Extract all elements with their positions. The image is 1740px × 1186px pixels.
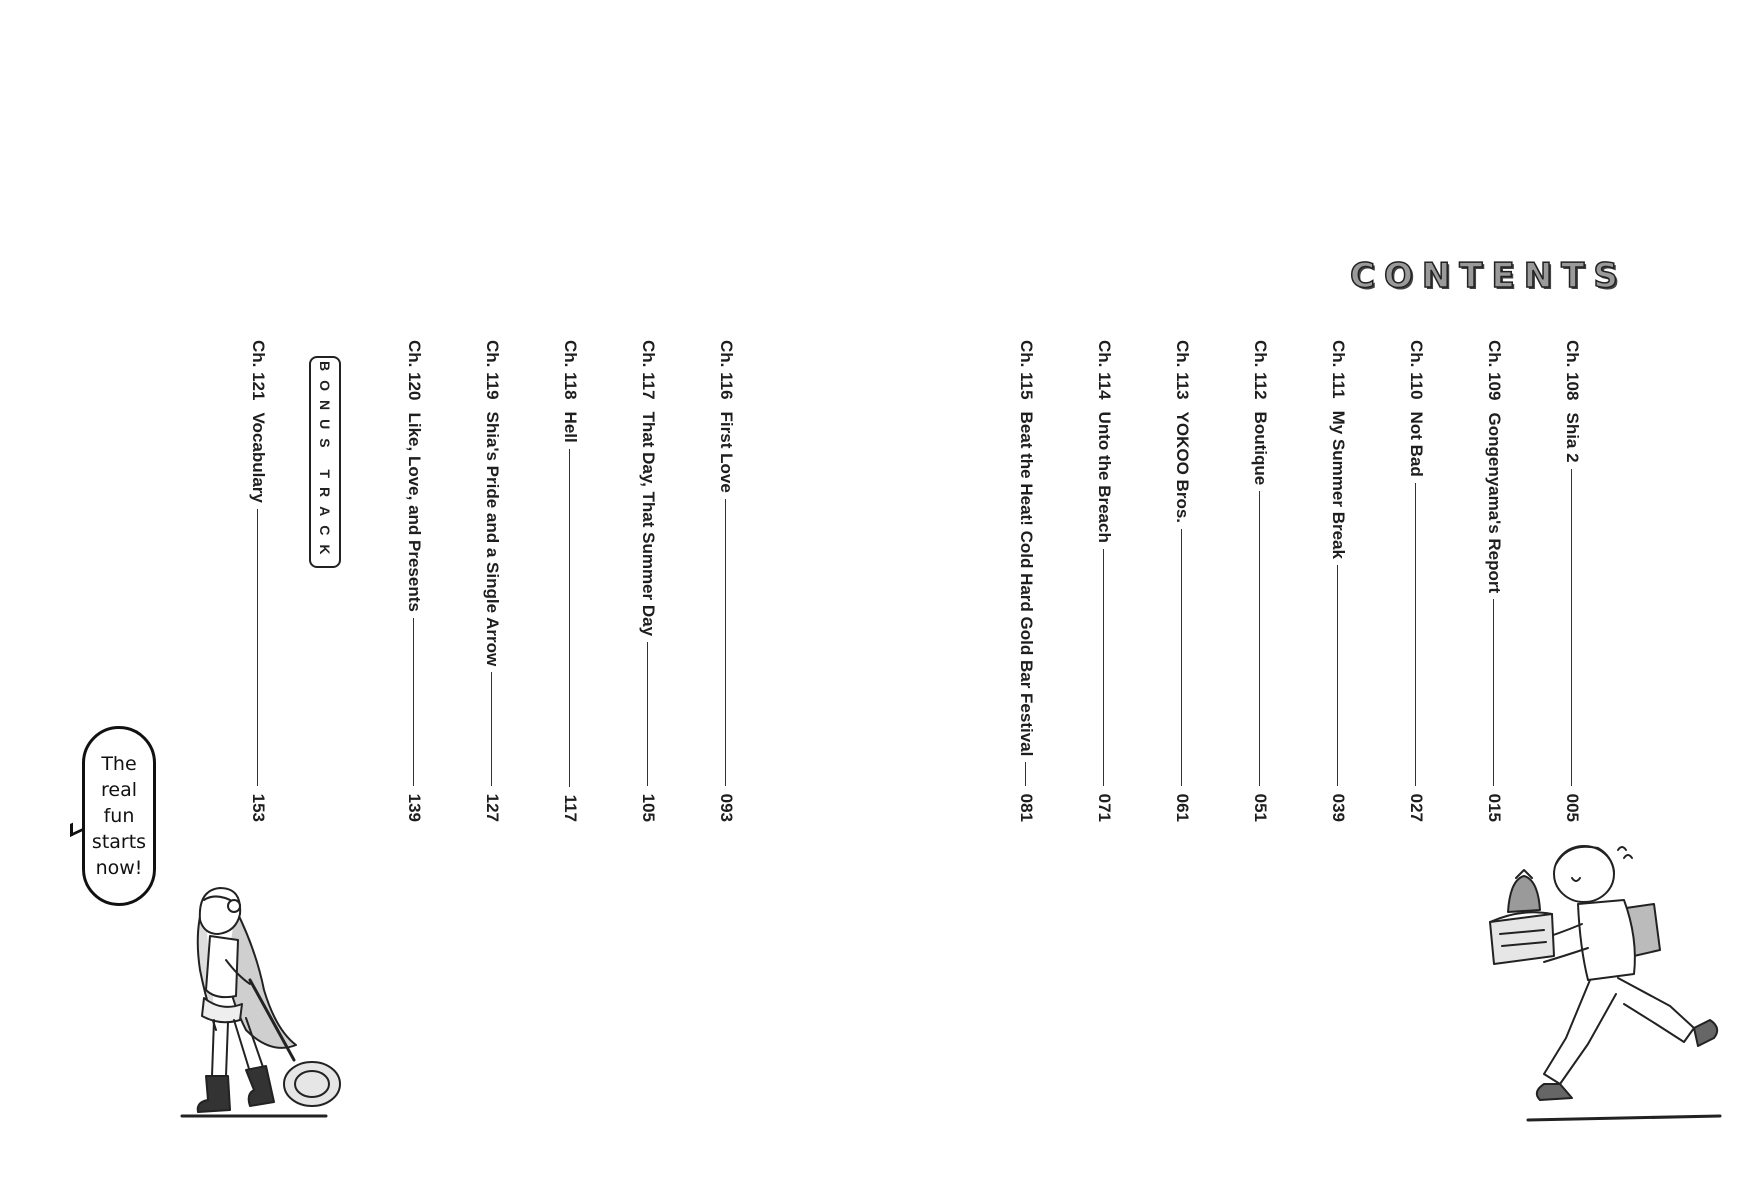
chapter-title: Like, Love, and Presents — [405, 412, 424, 612]
chapter-number: Ch. 111 — [1329, 340, 1348, 399]
page-number: 153 — [249, 793, 268, 822]
toc-entry-ch119[interactable] — [480, 340, 504, 822]
chapter-number: Ch. 116 — [717, 340, 736, 400]
page-number: 039 — [1329, 793, 1348, 822]
toc-entry-ch114[interactable] — [1092, 340, 1116, 822]
chapter-number: Ch. 118 — [561, 340, 580, 400]
leader-line — [1182, 529, 1183, 786]
chapter-title: Gongenyama's Report — [1485, 412, 1504, 594]
page-number: 027 — [1407, 793, 1426, 822]
leader-line — [492, 672, 493, 785]
girl-with-staff-illustration — [176, 880, 386, 1120]
toc-entry-ch109[interactable] — [1482, 340, 1506, 822]
chapter-title: Unto the Breach — [1095, 411, 1114, 543]
toc-entry-ch110[interactable] — [1404, 340, 1428, 822]
page-number: 105 — [639, 793, 658, 822]
leader-line — [726, 499, 727, 786]
page-number: 081 — [1017, 793, 1036, 822]
chapter-title: First Love — [717, 411, 736, 493]
page-number: 071 — [1095, 793, 1114, 822]
page-number: 093 — [717, 793, 736, 822]
toc-entry-ch111[interactable] — [1326, 340, 1350, 822]
leader-line — [1494, 599, 1495, 785]
chapter-title: Hell — [561, 411, 580, 443]
leader-line — [1260, 491, 1261, 785]
leader-line — [414, 618, 415, 786]
toc-entry-ch116[interactable] — [714, 340, 738, 822]
page-number: 117 — [561, 794, 580, 822]
bonus-track-text: BONUS TRACK — [317, 360, 333, 564]
chapter-number: Ch. 117 — [639, 340, 658, 400]
speech-bubble — [82, 726, 156, 906]
chapter-number: Ch. 110 — [1407, 340, 1426, 400]
chapter-title: Boutique — [1251, 411, 1270, 486]
bonus-track-label — [309, 356, 341, 568]
chapter-number: Ch. 109 — [1485, 340, 1504, 401]
page-number: 005 — [1563, 793, 1582, 822]
leader-line — [570, 449, 571, 787]
toc-entry-ch112[interactable] — [1248, 340, 1272, 822]
chapter-number: Ch. 108 — [1563, 340, 1582, 401]
chapter-number: Ch. 119 — [483, 340, 502, 400]
chapter-title: Shia 2 — [1563, 412, 1582, 463]
page-number: 061 — [1173, 793, 1192, 822]
leader-line — [258, 509, 259, 786]
running-boy-with-strawberry-cake-illustration — [1448, 838, 1730, 1130]
toc-entry-ch121[interactable] — [246, 340, 270, 822]
page-number: 015 — [1485, 793, 1504, 822]
chapter-number: Ch. 112 — [1251, 340, 1270, 400]
chapter-number: Ch. 113 — [1173, 340, 1192, 400]
chapter-title: That Day, That Summer Day — [639, 411, 658, 637]
toc-entry-ch108[interactable] — [1560, 340, 1584, 822]
leader-line — [1572, 469, 1573, 786]
chapter-number: Ch. 114 — [1095, 340, 1114, 400]
toc-entry-ch113[interactable] — [1170, 340, 1194, 822]
chapter-title: Vocabulary — [249, 412, 268, 503]
toc-entry-ch120[interactable] — [402, 340, 426, 822]
chapter-title: Shia's Pride and a Single Arrow — [483, 411, 502, 667]
chapter-number: Ch. 115 — [1017, 340, 1036, 400]
leader-line — [1416, 483, 1417, 786]
page-number: 139 — [405, 793, 424, 822]
leader-line — [1026, 762, 1027, 785]
contents-heading: CONTENTS — [1350, 256, 1627, 296]
chapter-number: Ch. 121 — [249, 340, 268, 401]
chapter-number: Ch. 120 — [405, 340, 424, 401]
speech-bubble-text: The real fun starts now! — [91, 753, 147, 879]
page-number: 127 — [483, 793, 502, 822]
page-number: 051 — [1251, 793, 1270, 822]
leader-line — [1104, 549, 1105, 786]
chapter-title: Beat the Heat! Cold Hard Gold Bar Festival — [1017, 411, 1036, 757]
chapter-title: My Summer Break — [1329, 410, 1348, 559]
toc-entry-ch115[interactable] — [1014, 340, 1038, 822]
chapter-title: YOKOO Bros. — [1173, 411, 1192, 524]
chapter-title: Not Bad — [1407, 411, 1426, 477]
leader-line — [1338, 565, 1339, 786]
leader-line — [648, 642, 649, 786]
toc-entry-ch118[interactable] — [558, 340, 582, 822]
toc-entry-ch117[interactable] — [636, 340, 660, 822]
